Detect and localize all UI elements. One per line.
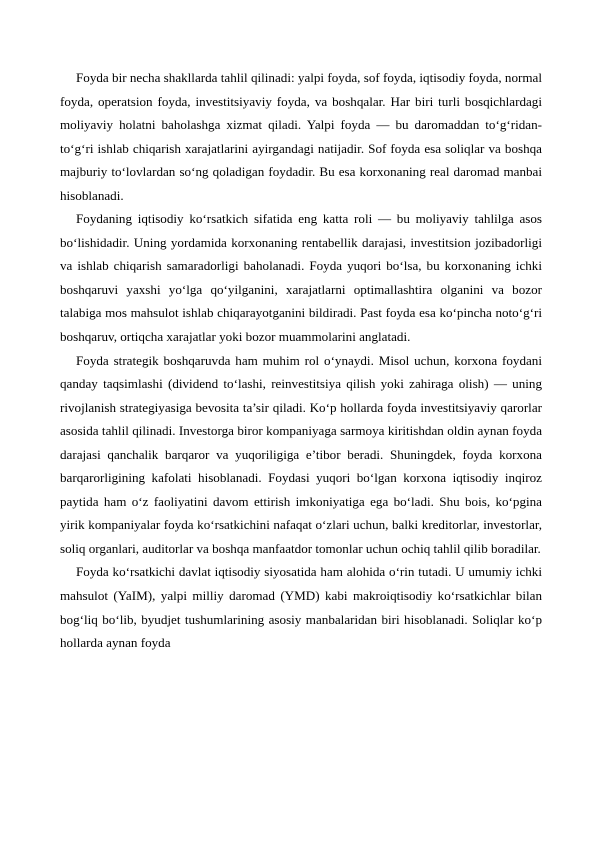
- document-page: [60, 66, 542, 655]
- paragraph-profit-types: Foyda bir necha shakllarda tahlil qilinadi: yalpi foyda, sof foyda, iqtisodiy foyda, normal foyda, operatsion foyda, investitsiyaviy foyda, va boshqalar. Har biri turli bosqichlardagi moliyaviy holatni baholashga xizmat qiladi. Yalpi foyda — bu daromaddan to‘g‘ridan-to‘g‘ri ishlab chiqarish xarajatlarini ayirgandagi natijadir. Sof foyda esa soliqlar va boshqa majburiy to‘lovlardan so‘ng qoladigan foydadir. Bu esa korxonaning real daromad manbai hisoblanadi.: [60, 70, 542, 203]
- paragraph-state-policy: Foyda ko‘rsatkichi davlat iqtisodiy siyosatida ham alohida o‘rin tutadi. U umumiy ichki mahsulot (YaIM), yalpi milliy daromad (YMD) kabi makroiqtisodiy ko‘rsatkichlar bilan bog‘liq bo‘lib, byudjet tushumlarining asosiy manbalaridan biri hisoblanadi. Soliqlar ko‘p hollarda aynan foyda: [60, 564, 542, 651]
- paragraph-profit-role: Foydaning iqtisodiy ko‘rsatkich sifatida eng katta roli — bu moliyaviy tahlilga asos bo‘lishidadir. Uning yordamida korxonaning rentabellik darajasi, investitsion jozibadorligi va ishlab chiqarish samaradorligi baholanadi. Foyda yuqori bo‘lsa, bu korxonaning ichki boshqaruvi yaxshi yo‘lga qo‘yilganini, xarajatlarni optimallashtira olganini va bozor talabiga mos mahsulot ishlab chiqarayotganini bildiradi. Past foyda esa ko‘pincha noto‘g‘ri boshqaruv, ortiqcha xarajatlar yoki bozor muammolarini anglatadi.: [60, 211, 542, 345]
- paragraph-strategic-management: Foyda strategik boshqaruvda ham muhim rol o‘ynaydi. Misol uchun, korxona foydani qanday taqsimlashi (dividend to‘lashi, reinvestitsiya qilish yoki zahiraga olish) — uning rivojlanish strategiyasiga bevosita ta’sir qiladi. Ko‘p hollarda foyda investitsiyaviy qarorlar asosida tahlil qilinadi. Investorga biror kompaniyaga sarmoya kiritishdan oldin aynan foyda darajasi qanchalik barqaror va yuqoriligiga e’tibor beradi. Shuningdek, foyda korxona barqarorligining kafolati hisoblanadi. Foydasi yuqori bo‘lgan korxona iqtisodiy inqiroz paytida ham o‘z faoliyatini davom ettirish imkoniyatiga ega bo‘ladi. Shu bois, ko‘pgina yirik kompaniyalar foyda ko‘rsatkichini nafaqat o‘zlari uchun, balki kreditorlar, investorlar, soliq organlari, auditorlar va boshqa manfaatdor tomonlar uchun ochiq tahlil qilib boradilar.: [60, 352, 542, 556]
